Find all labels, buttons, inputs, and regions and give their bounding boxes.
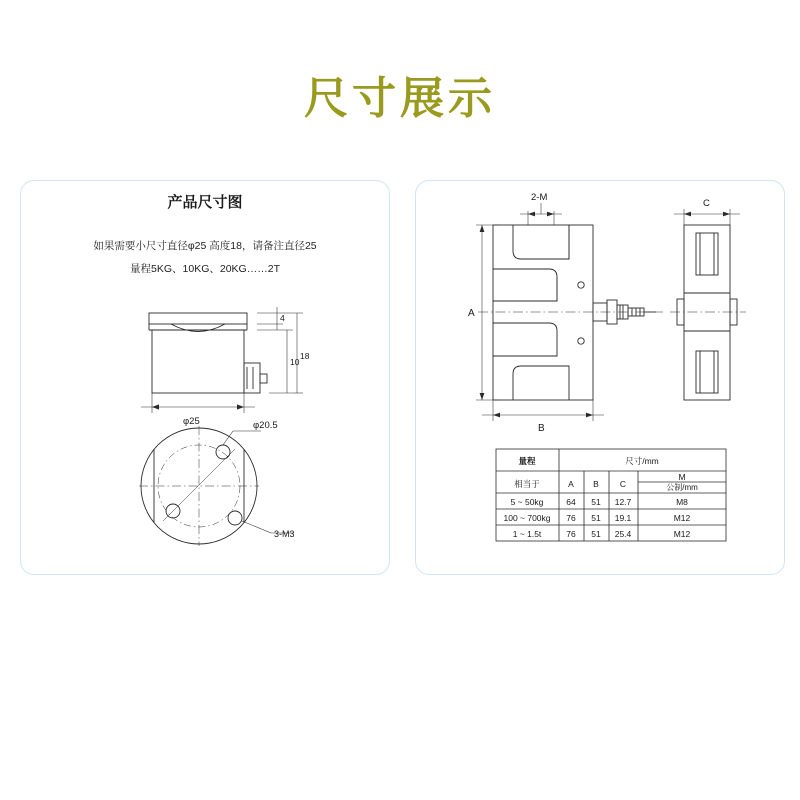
left-drawing bbox=[21, 181, 391, 576]
th-c: C bbox=[619, 479, 627, 489]
th-range: 量程 bbox=[518, 456, 536, 466]
product-dimension-panel bbox=[20, 180, 390, 575]
td-c-2: 19.1 bbox=[614, 513, 632, 523]
td-b-1: 51 bbox=[591, 497, 601, 507]
note-small-size: 如果需要小尺寸直径φ25 高度18，请备注直径25 bbox=[93, 240, 317, 252]
s-beam-dimension-panel bbox=[415, 180, 785, 575]
th-a: A bbox=[568, 479, 574, 489]
label-dim-b: B bbox=[538, 423, 545, 434]
label-height-10: 10 bbox=[290, 357, 300, 367]
label-height-4: 4 bbox=[280, 313, 285, 323]
td-b-3: 51 bbox=[591, 529, 601, 539]
panel-title-left: 产品尺寸图 bbox=[167, 194, 243, 211]
td-range-2: 100 ~ 700kg bbox=[503, 513, 551, 523]
th-equivalent: 相当于 bbox=[514, 479, 540, 489]
page-title: 尺寸展示 bbox=[304, 74, 496, 123]
th-b: B bbox=[593, 479, 599, 489]
label-thread-holes: 3-M3 bbox=[274, 529, 295, 539]
label-height-18: 18 bbox=[300, 351, 310, 361]
td-m-2: M12 bbox=[673, 513, 691, 523]
th-m-metric: 公制/mm bbox=[666, 483, 698, 492]
td-c-3: 25.4 bbox=[614, 529, 632, 539]
td-a-2: 76 bbox=[566, 513, 576, 523]
th-size-mm: 尺寸/mm bbox=[625, 456, 659, 466]
td-range-3: 1 ~ 1.5t bbox=[512, 529, 542, 539]
td-m-3: M12 bbox=[673, 529, 691, 539]
label-thread-2m: 2-M bbox=[531, 192, 548, 203]
td-a-3: 76 bbox=[566, 529, 576, 539]
td-b-2: 51 bbox=[591, 513, 601, 523]
label-diameter-25: φ25 bbox=[183, 416, 200, 427]
th-m: M bbox=[678, 472, 686, 482]
td-range-1: 5 ~ 50kg bbox=[510, 497, 544, 507]
note-capacity-range: 量程5KG、10KG、20KG……2T bbox=[130, 263, 280, 275]
td-m-1: M8 bbox=[676, 497, 688, 507]
td-c-1: 12.7 bbox=[614, 497, 632, 507]
label-dim-a: A bbox=[468, 308, 475, 319]
label-dim-c: C bbox=[703, 198, 710, 209]
label-hole-diameter: φ20.5 bbox=[253, 420, 278, 431]
right-drawing bbox=[416, 181, 786, 576]
td-a-1: 64 bbox=[566, 497, 576, 507]
